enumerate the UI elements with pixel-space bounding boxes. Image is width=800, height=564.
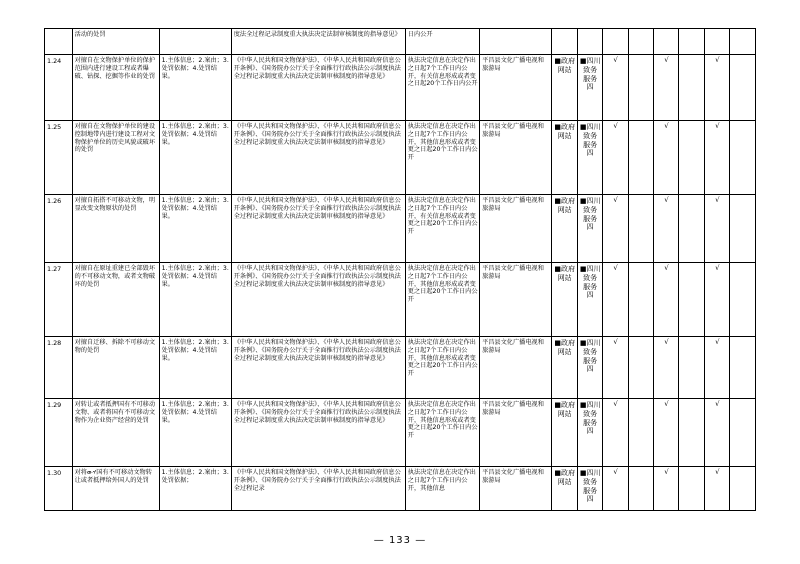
row-check-3: √ [654, 195, 679, 263]
row-check-6 [730, 399, 756, 467]
row-timing: 执法决定信息在决定作出之日起7个工作日内公开，其他信息形成或者变更之日起20个工作日内公开 [405, 337, 479, 399]
row-timing: 日内公开 [405, 29, 479, 55]
row-check-6 [730, 195, 756, 263]
row-number: 1.29 [45, 399, 73, 467]
row-check-4 [679, 55, 704, 121]
row-channel-website [552, 55, 577, 121]
sichuan-service-label: ■四川致务服务四 [579, 469, 601, 504]
row-authority [480, 337, 552, 399]
row-check-5: √ [704, 467, 729, 511]
sichuan-service-label: ■四川致务服务四 [579, 57, 601, 92]
table-row [45, 29, 756, 55]
row-channel-3 [603, 29, 628, 55]
row-channel-service-platform [577, 399, 602, 467]
table-row [45, 55, 756, 121]
row-check-2 [628, 195, 653, 263]
gov-website-label: ■政府网站 [554, 265, 575, 282]
row-content-items: 1.主体信息；2.案由；3.处罚依据；4.处罚结果。 [159, 399, 231, 467]
row-check-5: √ [704, 337, 729, 399]
row-legal-basis: 《中华人民共和国文物保护法》、《中华人民共和国政府信息公开条例》、《国务院办公厅关于全面推行行政执法公示制度执法全过程记录制度重大执法决定法制审核制度的指导意见》 [231, 337, 405, 399]
row-check-1: √ [603, 399, 628, 467]
authority-label: 平昌县文化广播电视和旅游局 [482, 123, 544, 138]
row-authority [480, 263, 552, 337]
row-channel-website [552, 195, 577, 263]
row-channel-8 [730, 29, 756, 55]
row-channel-2 [577, 29, 602, 55]
page-number: — 133 — [373, 535, 427, 546]
table-row [45, 121, 756, 195]
row-content-items [159, 29, 231, 55]
row-channel-service-platform [577, 467, 602, 511]
row-channel-website [552, 121, 577, 195]
authority-label: 平昌县文化广播电视和旅游局 [482, 339, 544, 354]
authority-label: 平昌县文化广播电视和旅游局 [482, 197, 544, 212]
row-check-6 [730, 263, 756, 337]
row-check-1: √ [603, 195, 628, 263]
gov-website-label: ■政府网站 [554, 197, 575, 214]
row-content-items: 1.主体信息；2.案由；3.处罚依据； [159, 467, 231, 511]
row-channel-6 [679, 29, 704, 55]
table-row [45, 195, 756, 263]
row-check-1: √ [603, 121, 628, 195]
row-legal-basis: 《中华人民共和国文物保护法》、《中华人民共和国政府信息公开条例》、《国务院办公厅关于全面推行行政执法公示制度执法全过程记录制度重大执法决定法制审核制度的指导意见》 [231, 195, 405, 263]
row-check-5: √ [704, 195, 729, 263]
public-disclosure-matrix-table [44, 28, 756, 511]
row-legal-basis: 度法全过程记录制度重大执法决定法制审核制度的指导意见》 [231, 29, 405, 55]
row-content-items: 1.主体信息；2.案由；3.处罚依据；4.处罚结果。 [159, 195, 231, 263]
row-channel-service-platform [577, 263, 602, 337]
row-item-name: 对擅自拓搭不可移动文物，明显改变文物原状的处罚 [72, 195, 159, 263]
row-item-name: 对擅自在文物保护单位的建设控制地带内进行建设工程对文物保护单位的历史风貌或破坏的处罚 [72, 121, 159, 195]
row-channel-service-platform [577, 55, 602, 121]
row-check-4 [679, 337, 704, 399]
row-number: 1.26 [45, 195, 73, 263]
authority-label: 平昌县文化广播电视和旅游局 [482, 57, 544, 72]
row-channel-7 [704, 29, 729, 55]
row-check-3: √ [654, 399, 679, 467]
gov-website-label: ■政府网站 [554, 401, 575, 418]
row-item-name: 对擅自在原址重建已全部毁坏的不可移动文物，或者文物破坏的处罚 [72, 263, 159, 337]
row-timing: 执法决定信息在决定作出之日起7个工作日内公开，有关信息形成或者变更之日起20个工作日内公开 [405, 195, 479, 263]
row-timing: 执法决定信息在决定作出之日起7个工作日内公开，其他信息形成或者变更之日起20个工作日内公开 [405, 121, 479, 195]
row-number [45, 29, 73, 55]
row-check-2 [628, 121, 653, 195]
row-channel-website [552, 399, 577, 467]
row-check-3: √ [654, 263, 679, 337]
row-check-2 [628, 263, 653, 337]
row-legal-basis: 《中华人民共和国文物保护法》、《中华人民共和国政府信息公开条例》、《国务院办公厅关于全面推行行政执法公示制度执法全过程记录制度重大执法决定法制审核制度的指导意见》 [231, 399, 405, 467]
row-check-1: √ [603, 337, 628, 399]
row-check-1: √ [603, 55, 628, 121]
row-check-6 [730, 121, 756, 195]
table-row [45, 263, 756, 337]
row-check-6 [730, 467, 756, 511]
row-legal-basis: 《中华人民共和国文物保护法》、《中华人民共和国政府信息公开条例》、《国务院办公厅关于全面推行行政执法公示制度执法全过程记录制度重大执法决定法制审核制度的指导意见》 [231, 55, 405, 121]
row-number: 1.27 [45, 263, 73, 337]
row-check-4 [679, 195, 704, 263]
row-legal-basis: 《中华人民共和国文物保护法》、《中华人民共和国政府信息公开条例》、《国务院办公厅关于全面推行行政执法公示制度执法全过程记录制度重大执法决定法制审核制度的指导意见》 [231, 121, 405, 195]
row-content-items: 1.主体信息；2.案由；3.处罚依据；4.处罚结果。 [159, 263, 231, 337]
row-number: 1.30 [45, 467, 73, 511]
table-body [45, 29, 756, 511]
sichuan-service-label: ■四川致务服务四 [579, 265, 601, 300]
gov-website-label: ■政府网站 [554, 469, 575, 486]
row-timing: 执法决定信息在决定作出之日起7个工作日内公开，其他信息形成或者变更之日起20个工作日内公开 [405, 399, 479, 467]
row-number: 1.28 [45, 337, 73, 399]
row-item-name: 对擅自在文物保护单位的保护范围内进行建设工程或者爆破、钻探、挖掘等作业的处罚 [72, 55, 159, 121]
row-authority [480, 55, 552, 121]
table-container [44, 28, 756, 511]
row-check-4 [679, 399, 704, 467]
row-channel-website [552, 263, 577, 337]
gov-website-label: ■政府网站 [554, 339, 575, 356]
table-row [45, 467, 756, 511]
row-check-2 [628, 467, 653, 511]
row-authority [480, 121, 552, 195]
row-channel-website [552, 337, 577, 399]
row-check-4 [679, 467, 704, 511]
row-check-6 [730, 55, 756, 121]
row-timing: 执法决定信息在决定作出之日起7个工作日内公开，其他信息形成或者变更之日起20个工作日内公开 [405, 263, 479, 337]
row-check-6 [730, 337, 756, 399]
row-channel-1 [552, 29, 577, 55]
row-item-name: 对将ውሃ国有不可移动文物转让或者抵押给外国人的处罚 [72, 467, 159, 511]
row-channel-website [552, 467, 577, 511]
row-check-3: √ [654, 467, 679, 511]
row-check-4 [679, 263, 704, 337]
row-check-5: √ [704, 399, 729, 467]
row-check-3: √ [654, 55, 679, 121]
sichuan-service-label: ■四川致务服务四 [579, 339, 601, 374]
row-channel-service-platform [577, 121, 602, 195]
row-check-5: √ [704, 121, 729, 195]
row-content-items: 1.主体信息；2.案由；3.处罚依据；4.处罚结果。 [159, 55, 231, 121]
sichuan-service-label: ■四川致务服务四 [579, 123, 601, 158]
row-check-3: √ [654, 337, 679, 399]
row-authority [480, 195, 552, 263]
row-check-2 [628, 399, 653, 467]
row-item-name: 对擅自迁移、拆除不可移动文物的处罚 [72, 337, 159, 399]
gov-website-label: ■政府网站 [554, 123, 575, 140]
sichuan-service-label: ■四川致务服务四 [579, 401, 601, 436]
row-check-5: √ [704, 55, 729, 121]
row-item-name: 活动的处罚 [72, 29, 159, 55]
row-content-items: 1.主体信息；2.案由；3.处罚依据；4.处罚结果。 [159, 121, 231, 195]
row-authority [480, 29, 552, 55]
sichuan-service-label: ■四川致务服务四 [579, 197, 601, 232]
row-number: 1.24 [45, 55, 73, 121]
row-check-1: √ [603, 263, 628, 337]
row-content-items: 1.主体信息；2.案由；3.处罚依据；4.处罚结果。 [159, 337, 231, 399]
authority-label: 平昌县文化广播电视和旅游局 [482, 265, 544, 280]
row-check-1: √ [603, 467, 628, 511]
row-legal-basis: 《中华人民共和国文物保护法》、《中华人民共和国政府信息公开条例》、《国务院办公厅关于全面推行行政执法公示制度执法全过程记录 [231, 467, 405, 511]
row-timing: 执法决定信息在决定作出之日起7个工作日内公开，其他信息 [405, 467, 479, 511]
row-check-3: √ [654, 121, 679, 195]
row-check-2 [628, 55, 653, 121]
row-channel-5 [654, 29, 679, 55]
row-channel-service-platform [577, 337, 602, 399]
row-timing: 执法决定信息在决定作出之日起7个工作日内公开，有关信息形成或者变之日起20个工作日内公开 [405, 55, 479, 121]
row-check-5: √ [704, 263, 729, 337]
table-row [45, 337, 756, 399]
row-legal-basis: 《中华人民共和国文物保护法》、《中华人民共和国政府信息公开条例》、《国务院办公厅关于全面推行行政执法公示制度执法全过程记录制度重大执法决定法制审核制度的指导意见》 [231, 263, 405, 337]
row-channel-service-platform [577, 195, 602, 263]
gov-website-label: ■政府网站 [554, 57, 575, 74]
row-check-4 [679, 121, 704, 195]
authority-label: 平昌县文化广播电视和旅游局 [482, 401, 544, 416]
row-check-2 [628, 337, 653, 399]
row-channel-4 [628, 29, 653, 55]
authority-label: 平昌县文化广播电视和旅游局 [482, 469, 544, 484]
row-item-name: 对转让或者抵押国有不可移动文物、或者将国有不可移动文物作为企业资产经营的处罚 [72, 399, 159, 467]
row-authority [480, 399, 552, 467]
row-authority [480, 467, 552, 511]
table-row [45, 399, 756, 467]
row-number: 1.25 [45, 121, 73, 195]
